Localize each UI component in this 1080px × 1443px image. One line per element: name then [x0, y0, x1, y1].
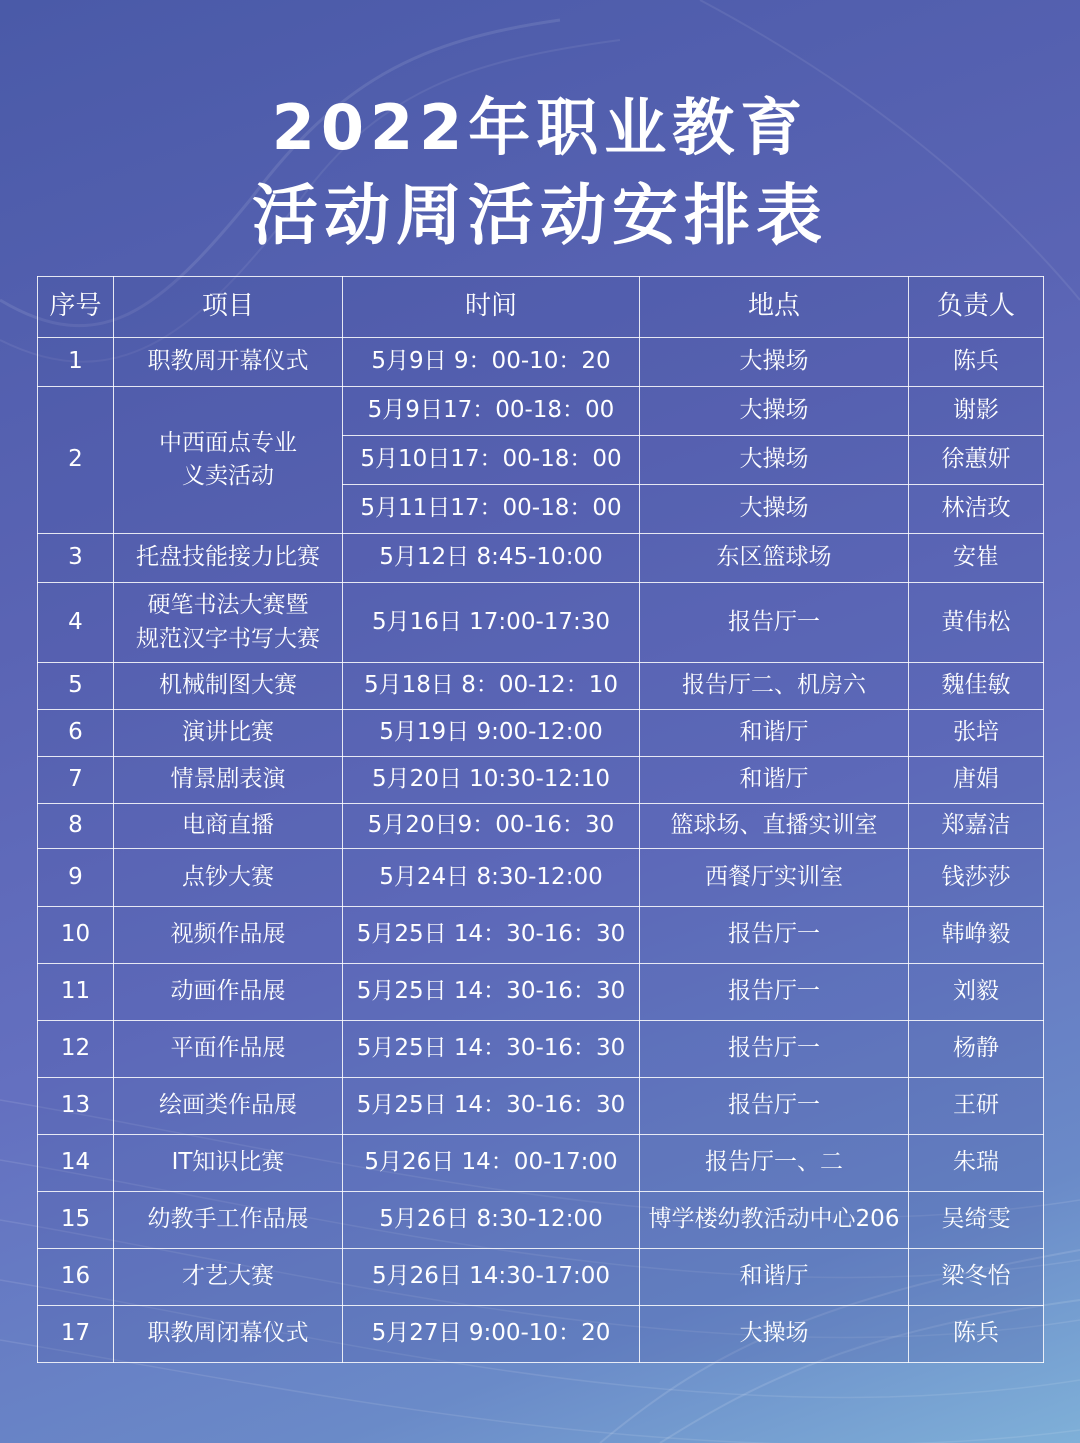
- cell-time: 5月24日 8:30-12:00: [343, 849, 640, 907]
- table-row: [38, 387, 1044, 436]
- cell-person: 朱瑞: [909, 1135, 1044, 1192]
- cell-person: 梁冬怡: [909, 1249, 1044, 1306]
- cell-time: 5月9日17：00-18：00: [343, 387, 640, 436]
- cell-item: [114, 387, 343, 534]
- cell-time: 5月12日 8:45-10:00: [343, 534, 640, 583]
- cell-time: 5月25日 14：30-16：30: [343, 1078, 640, 1135]
- cell-item: 平面作品展: [114, 1021, 343, 1078]
- table-row: [38, 907, 1044, 964]
- cell-place: 报告厅一: [640, 1078, 909, 1135]
- cell-place: 报告厅一: [640, 964, 909, 1021]
- cell-time: 5月25日 14：30-16：30: [343, 907, 640, 964]
- table-row: [38, 849, 1044, 907]
- cell-no: 3: [38, 534, 114, 583]
- table-row: [38, 757, 1044, 804]
- cell-person: 王研: [909, 1078, 1044, 1135]
- cell-person: 张培: [909, 710, 1044, 757]
- cell-no: 12: [38, 1021, 114, 1078]
- cell-no: 15: [38, 1192, 114, 1249]
- cell-item-line: 规范汉字书写大赛: [136, 625, 320, 652]
- cell-item: 点钞大赛: [114, 849, 343, 907]
- table-row: [38, 663, 1044, 710]
- header-person: 负责人: [909, 277, 1044, 338]
- cell-item: 情景剧表演: [114, 757, 343, 804]
- cell-place: 大操场: [640, 338, 909, 387]
- cell-time: 5月26日 14:30-17:00: [343, 1249, 640, 1306]
- cell-person: 谢影: [909, 387, 1044, 436]
- table-header-row: [38, 277, 1044, 338]
- cell-no: 7: [38, 757, 114, 804]
- cell-time: 5月9日 9：00-10：20: [343, 338, 640, 387]
- cell-time: 5月27日 9:00-10：20: [343, 1306, 640, 1363]
- header-time: 时间: [343, 277, 640, 338]
- cell-item: 才艺大赛: [114, 1249, 343, 1306]
- cell-person: 魏佳敏: [909, 663, 1044, 710]
- cell-item: 职教周闭幕仪式: [114, 1306, 343, 1363]
- cell-person: 郑嘉洁: [909, 804, 1044, 849]
- cell-time: 5月25日 14：30-16：30: [343, 964, 640, 1021]
- table-row: [38, 1249, 1044, 1306]
- cell-time: 5月18日 8：00-12：10: [343, 663, 640, 710]
- cell-person: 唐娟: [909, 757, 1044, 804]
- table-row: [38, 1135, 1044, 1192]
- cell-place: 和谐厅: [640, 757, 909, 804]
- table-row: [38, 1192, 1044, 1249]
- cell-item: 动画作品展: [114, 964, 343, 1021]
- cell-item: [114, 583, 343, 663]
- cell-person: 安崔: [909, 534, 1044, 583]
- table-row: [38, 1078, 1044, 1135]
- cell-place: 大操场: [640, 485, 909, 534]
- cell-item: 演讲比赛: [114, 710, 343, 757]
- cell-no: 4: [38, 583, 114, 663]
- cell-place: 报告厅一、二: [640, 1135, 909, 1192]
- cell-item: 电商直播: [114, 804, 343, 849]
- cell-person: 林洁玫: [909, 485, 1044, 534]
- cell-no: 6: [38, 710, 114, 757]
- cell-person: 吴绮雯: [909, 1192, 1044, 1249]
- table-row: [38, 710, 1044, 757]
- cell-person: 陈兵: [909, 1306, 1044, 1363]
- cell-item-line: 中西面点专业: [159, 429, 297, 456]
- cell-no: 1: [38, 338, 114, 387]
- cell-time: 5月19日 9:00-12:00: [343, 710, 640, 757]
- cell-time: 5月10日17：00-18：00: [343, 436, 640, 485]
- cell-place: 报告厅一: [640, 1021, 909, 1078]
- cell-no: 14: [38, 1135, 114, 1192]
- page-title-line2: 活动周活动安排表: [252, 177, 828, 254]
- cell-time: 5月16日 17:00-17:30: [343, 583, 640, 663]
- cell-time: 5月26日 14：00-17:00: [343, 1135, 640, 1192]
- cell-item: 机械制图大赛: [114, 663, 343, 710]
- cell-time: 5月11日17：00-18：00: [343, 485, 640, 534]
- cell-no: 9: [38, 849, 114, 907]
- page-title-line1: 2022年职业教育: [271, 91, 809, 164]
- cell-no: 16: [38, 1249, 114, 1306]
- cell-item-line: 硬笔书法大赛暨: [147, 592, 309, 619]
- cell-person: 杨静: [909, 1021, 1044, 1078]
- cell-no: 2: [38, 387, 114, 534]
- cell-place: 篮球场、直播实训室: [640, 804, 909, 849]
- cell-item-line: 义卖活动: [182, 463, 274, 489]
- cell-place: 东区篮球场: [640, 534, 909, 583]
- cell-item: 幼教手工作品展: [114, 1192, 343, 1249]
- cell-place: 报告厅一: [640, 907, 909, 964]
- cell-place: 报告厅一: [640, 583, 909, 663]
- cell-item: 视频作品展: [114, 907, 343, 964]
- cell-person: 韩峥毅: [909, 907, 1044, 964]
- cell-time: 5月26日 8:30-12:00: [343, 1192, 640, 1249]
- cell-person: 徐蕙妍: [909, 436, 1044, 485]
- table-row: [38, 583, 1044, 663]
- cell-place: 博学楼幼教活动中心206: [640, 1192, 909, 1249]
- header-place: 地点: [640, 277, 909, 338]
- cell-place: 报告厅二、机房六: [640, 663, 909, 710]
- table-row: [38, 1306, 1044, 1363]
- cell-place: 大操场: [640, 436, 909, 485]
- cell-time: 5月20日9：00-16：30: [343, 804, 640, 849]
- table-row: [38, 804, 1044, 849]
- cell-person: 陈兵: [909, 338, 1044, 387]
- header-item: 项目: [114, 277, 343, 338]
- cell-place: 和谐厅: [640, 710, 909, 757]
- table-row: [38, 338, 1044, 387]
- cell-time: 5月25日 14：30-16：30: [343, 1021, 640, 1078]
- header-no: 序号: [38, 277, 114, 338]
- cell-no: 8: [38, 804, 114, 849]
- cell-item: IT知识比赛: [114, 1135, 343, 1192]
- cell-person: 刘毅: [909, 964, 1044, 1021]
- cell-item: 托盘技能接力比赛: [114, 534, 343, 583]
- cell-person: 钱莎莎: [909, 849, 1044, 907]
- cell-person: 黄伟松: [909, 583, 1044, 663]
- cell-no: 13: [38, 1078, 114, 1135]
- table-row: [38, 964, 1044, 1021]
- table-row: [38, 534, 1044, 583]
- cell-no: 11: [38, 964, 114, 1021]
- cell-place: 大操场: [640, 1306, 909, 1363]
- cell-time: 5月20日 10:30-12:10: [343, 757, 640, 804]
- cell-place: 大操场: [640, 387, 909, 436]
- cell-item: 绘画类作品展: [114, 1078, 343, 1135]
- cell-no: 10: [38, 907, 114, 964]
- cell-no: 5: [38, 663, 114, 710]
- table-row: [38, 1021, 1044, 1078]
- schedule-table: [37, 276, 1044, 1363]
- cell-place: 和谐厅: [640, 1249, 909, 1306]
- cell-item: 职教周开幕仪式: [114, 338, 343, 387]
- cell-no: 17: [38, 1306, 114, 1363]
- cell-place: 西餐厅实训室: [640, 849, 909, 907]
